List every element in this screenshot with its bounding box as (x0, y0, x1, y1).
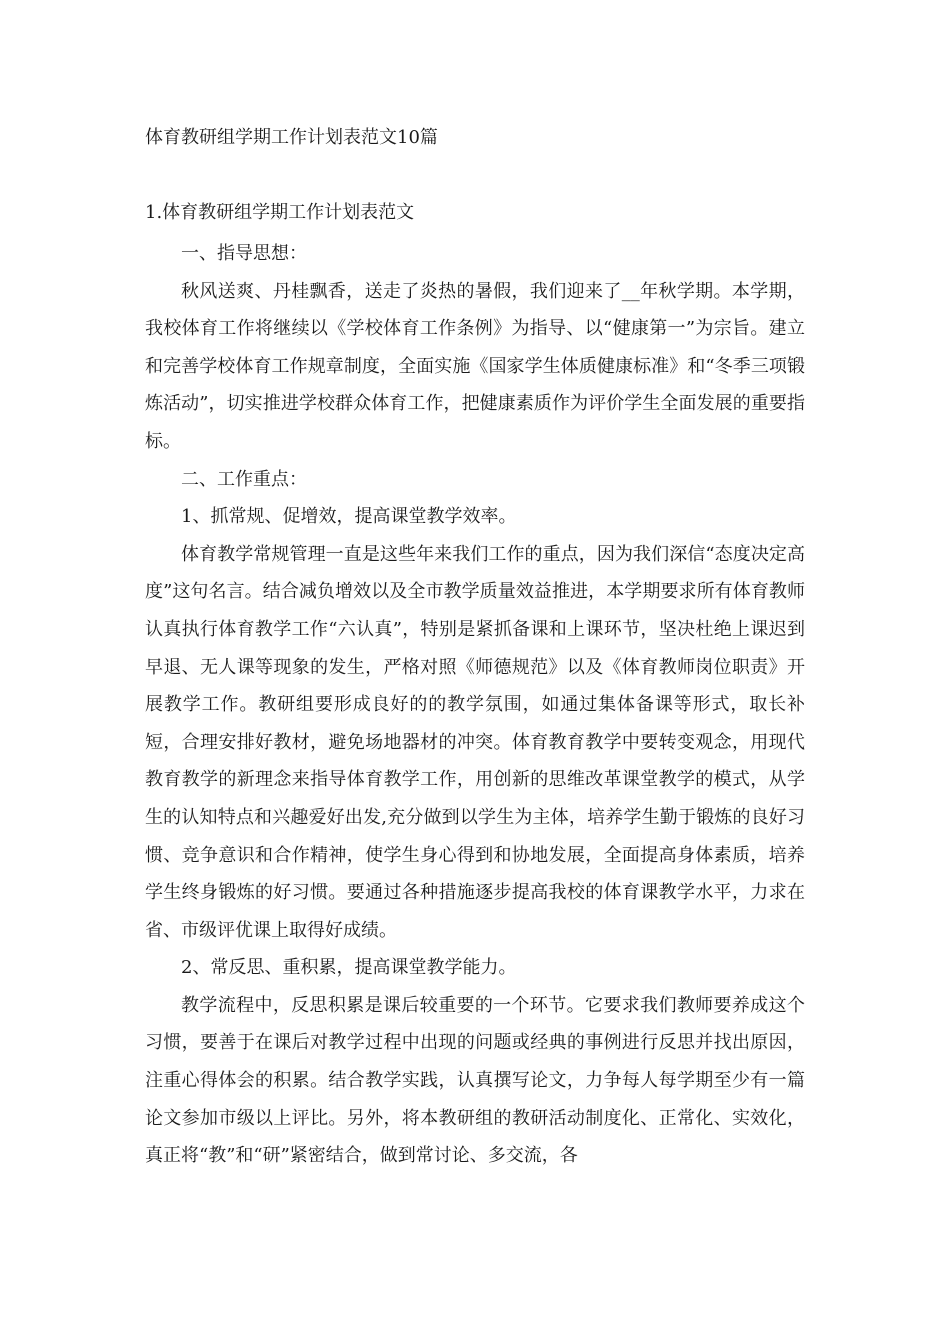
paragraph: 教学流程中，反思积累是课后较重要的一个环节。它要求我们教师要养成这个习惯，要善于在课后对教学过程中出现的问题或经典的事例进行反思并找出原因，注重心得体会的积累。结合教学实践，认真撰写论文，力争每人每学期至少有一篇论文参加市级以上评比。另外，将本教研组的教研活动制度化、正常化、实效化，真正将“教”和“研”紧密结合，做到常讨论、多交流，各 (145, 994, 805, 1167)
paragraph: 秋风送爽、丹桂飘香，送走了炎热的暑假，我们迎来了__年秋学期。本学期，我校体育工作将继续以《学校体育工作条例》为指导、以“健康第一”为宗旨。建立和完善学校体育工作规章制度，全面实施《国家学生体质健康标准》和“冬季三项锻炼活动”，切实推进学校群众体育工作，把健康素质作为评价学生全面发展的重要指标。 (145, 280, 805, 452)
article-body (145, 235, 805, 1175)
article-title: 1.体育教研组学期工作计划表范文 (145, 202, 415, 223)
paragraph: 体育教学常规管理一直是这些年来我们工作的重点，因为我们深信“态度决定高度”这句名言。结合减负增效以及全市教学质量效益推进，本学期要求所有体育教师认真执行体育教学工作“六认真”，特别是紧抓备课和上课环节，坚决杜绝上课迟到早退、无人课等现象的发生，严格对照《师德规范》以及《体育教师岗位职责》开展教学工作。教研组要形成良好的的教学氛围，如通过集体备课等形式，取长补短，合理安排好教材，避免场地器材的冲突。体育教育教学中要转变观念，用现代教育教学的新理念来指导体育教学工作，用创新的思维改革课堂教学的模式，从学生的认知特点和兴趣爱好出发,充分做到以学生为主体，培养学生勤于锻炼的良好习惯、竞争意识和合作精神，使学生身心得到和协地发展，全面提高身体素质，培养学生终身锻炼的好习惯。要通过各种措施逐步提高我校的体育课教学水平，力求在省、市级评优课上取得好成绩。 (145, 543, 805, 941)
document-title: 体育教研组学期工作计划表范文10篇 (145, 127, 438, 148)
section-heading-work-focus: 二、工作重点： (181, 468, 307, 490)
subheading-2: 2、常反思、重积累，提高课堂教学能力。 (181, 957, 517, 979)
subheading-1: 1、抓常规、促增效，提高课堂教学效率。 (181, 506, 517, 528)
section-heading-guiding-ideology: 一、指导思想： (181, 243, 307, 264)
